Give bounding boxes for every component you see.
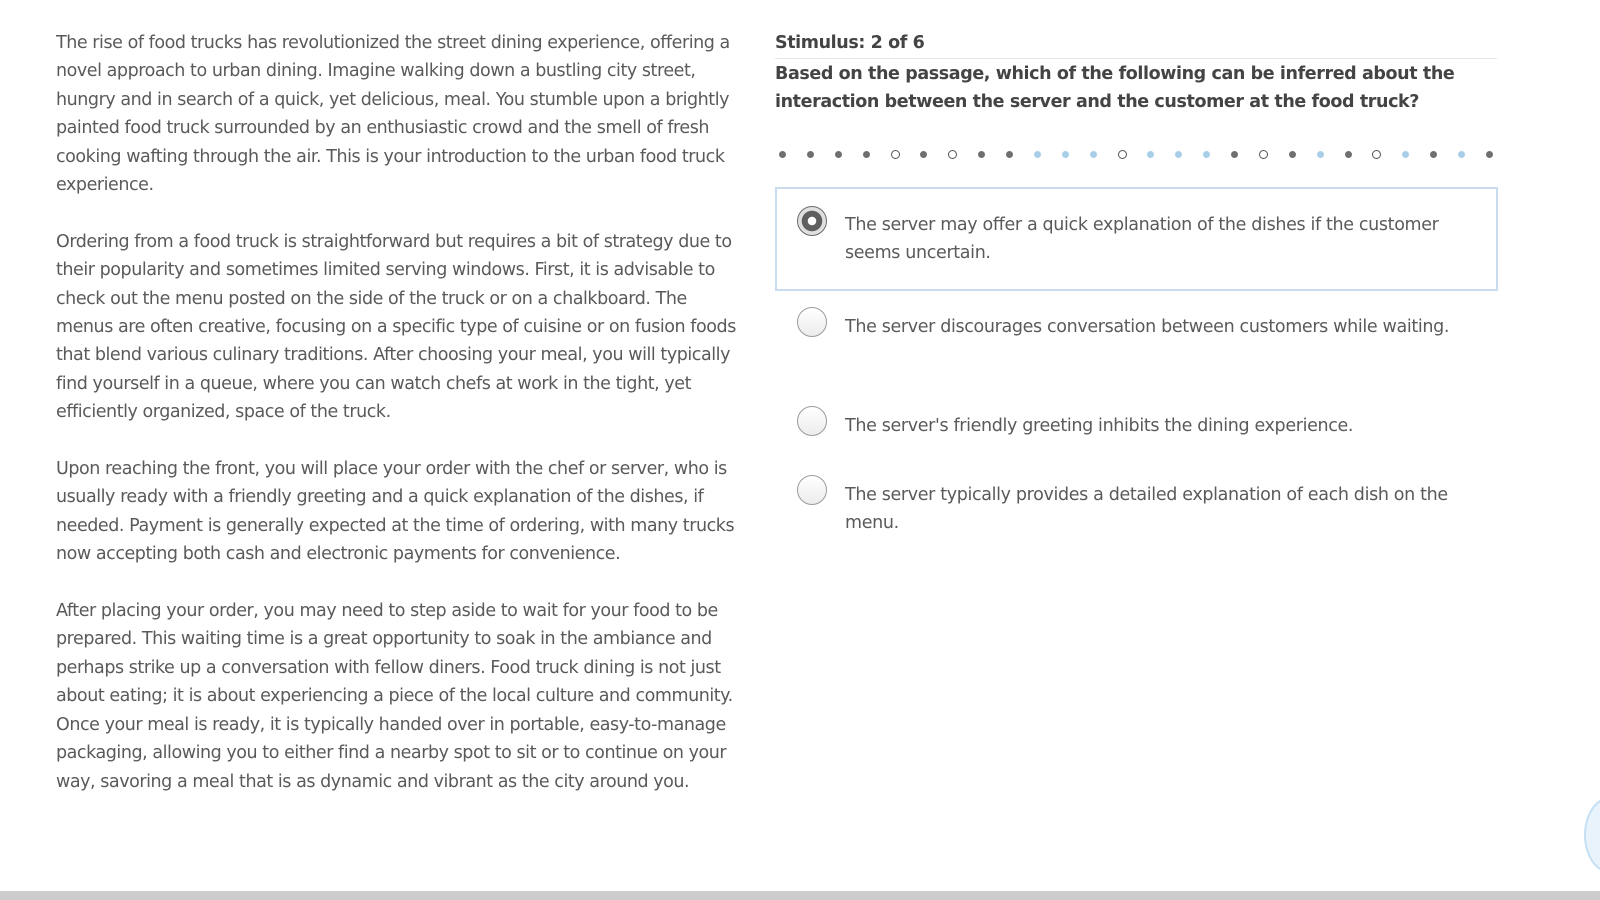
answer-option-text: The server discourages conversation between customers while waiting.: [845, 317, 1450, 337]
progress-dot[interactable]: [807, 151, 814, 158]
progress-dot[interactable]: [835, 151, 842, 158]
passage-paragraph: The rise of food trucks has revolutionized the street dining experience, offering a novel approach to urban dining. Imagine walking down a bustling city street, hungry and in search of a quick, yet delicious, meal. You stumble upon a brightly painted food truck surrounded by an enthusiastic crowd and the smell of fresh cooking wafting through the air. This is your introduction to the urban food truck experience.: [56, 33, 730, 196]
progress-dot[interactable]: [1486, 151, 1493, 158]
answer-option-text: The server may offer a quick explanation of the dishes if the customer seems uncertain.: [845, 215, 1439, 264]
radio-button[interactable]: [797, 406, 827, 436]
progress-dot[interactable]: [1259, 150, 1268, 159]
answer-option-2[interactable]: [775, 291, 1498, 391]
progress-dot[interactable]: [863, 151, 870, 158]
answer-option-4[interactable]: [775, 461, 1498, 560]
progress-dot[interactable]: [948, 150, 957, 159]
radio-button[interactable]: [797, 307, 827, 337]
progress-dot[interactable]: [1006, 151, 1013, 158]
progress-dot[interactable]: [1231, 151, 1238, 158]
answer-option-text: The server typically provides a detailed explanation of each dish on the menu.: [845, 485, 1448, 534]
progress-dot[interactable]: [1372, 150, 1381, 159]
side-panel-tab[interactable]: [1584, 797, 1600, 873]
progress-dot[interactable]: [1458, 151, 1465, 158]
progress-dot[interactable]: [1062, 151, 1069, 158]
progress-dot[interactable]: [920, 151, 927, 158]
progress-dot[interactable]: [891, 150, 900, 159]
radio-button[interactable]: [797, 475, 827, 505]
passage-paragraph: Ordering from a food truck is straightforward but requires a bit of strategy due to their popularity and sometimes limited serving windows. First, it is advisable to check out the menu posted on the side of the truck or on a chalkboard. The menus are often creative, focusing on a specific type of cuisine or on fusion foods that blend various culinary traditions. After choosing your meal, you will typically find yourself in a queue, where you can watch chefs at work in the tight, yet efficiently organized, space of the truck.: [56, 231, 736, 423]
answer-option-text: The server's friendly greeting inhibits the dining experience.: [845, 416, 1354, 436]
stimulus-counter: Stimulus: 2 of 6: [775, 29, 1497, 59]
progress-dot[interactable]: [1147, 151, 1154, 158]
progress-dot[interactable]: [1118, 150, 1127, 159]
answer-options: [775, 187, 1498, 560]
progress-dot[interactable]: [1090, 151, 1097, 158]
answer-option-3[interactable]: [775, 391, 1498, 461]
passage-paragraph: After placing your order, you may need to step aside to wait for your food to be prepared. This waiting time is a great opportunity to soak in the ambiance and perhaps strike up a conversation with fellow diners. Food truck dining is not just about eating; it is about experiencing a piece of the local culture and community. Once your meal is ready, it is typically handed over in portable, easy-to-manage packaging, allowing you to either find a nearby spot to sit or to continue on your way, savoring a meal that is as dynamic and vibrant as the city around you.: [56, 601, 733, 792]
progress-dot[interactable]: [779, 151, 786, 158]
question-pane: [775, 29, 1497, 117]
bottom-scrollbar[interactable]: [0, 891, 1600, 900]
question-prompt: Based on the passage, which of the following can be inferred about the interaction between the server and the customer at the food truck?: [775, 64, 1455, 113]
reading-passage: [56, 29, 736, 824]
progress-dot[interactable]: [1317, 151, 1324, 158]
answer-option-1[interactable]: [775, 187, 1498, 291]
progress-dot[interactable]: [1289, 151, 1296, 158]
question-progress-dots: [775, 147, 1497, 161]
radio-button-selected[interactable]: [797, 206, 827, 236]
passage-paragraph: Upon reaching the front, you will place your order with the chef or server, who is usually ready with a friendly greeting and a quick explanation of the dishes, if needed. Payment is generally expected at the time of ordering, with many trucks now accepting both cash and electronic payments for convenience.: [56, 459, 735, 565]
progress-dot[interactable]: [1203, 151, 1210, 158]
progress-dot[interactable]: [1345, 151, 1352, 158]
progress-dot[interactable]: [1034, 151, 1041, 158]
progress-dot[interactable]: [1430, 151, 1437, 158]
progress-dot[interactable]: [978, 151, 985, 158]
progress-dot[interactable]: [1402, 151, 1409, 158]
progress-dot[interactable]: [1175, 151, 1182, 158]
